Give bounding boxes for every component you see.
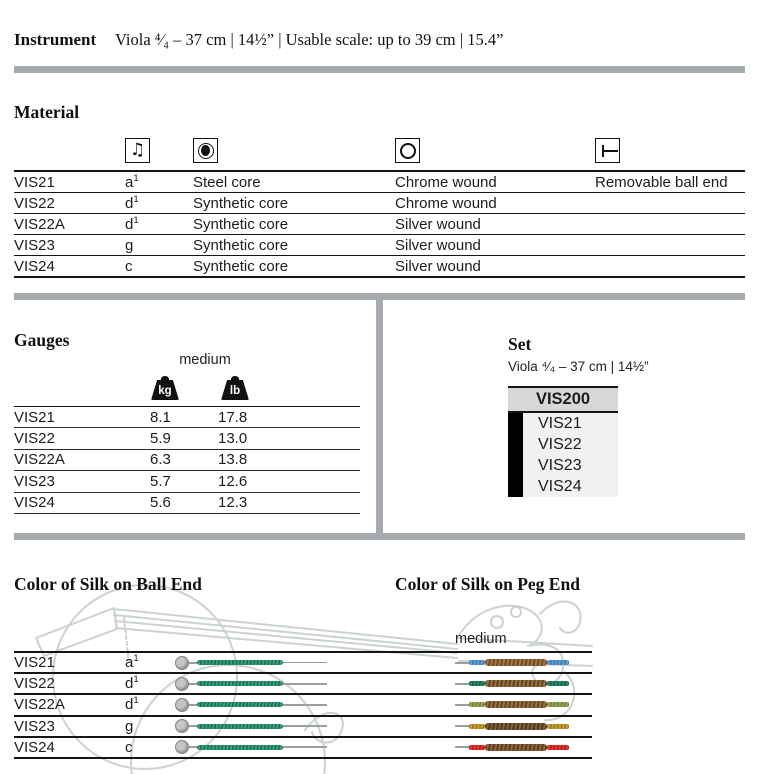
- string-code: VIS21: [14, 408, 55, 426]
- string-code: VIS21: [14, 654, 55, 672]
- table-row: [14, 172, 745, 193]
- note-name: $d^1$: [125, 193, 139, 212]
- kg-unit-label: kg: [158, 385, 172, 397]
- instrument-label: Instrument: [14, 30, 97, 49]
- table-row: [14, 450, 360, 471]
- material-column-icons: [14, 138, 745, 164]
- peg-silk-color: [469, 660, 485, 665]
- kg-value: 5.6: [150, 494, 171, 512]
- string-code: VIS23: [14, 236, 55, 254]
- table-row: [14, 715, 592, 736]
- table-row: [14, 493, 360, 514]
- ball-silk-color: [197, 702, 283, 707]
- table-row: [14, 256, 745, 278]
- musical-note-icon: [125, 138, 150, 163]
- peg-end-illustration: [455, 653, 569, 672]
- material-title: Material: [14, 102, 80, 122]
- set-code: VIS200: [508, 386, 618, 413]
- peg-silk-color: [469, 702, 485, 707]
- note-name: $d^1$: [125, 674, 139, 693]
- set-item: VIS22: [523, 434, 618, 455]
- lb-weight-icon: [221, 376, 249, 400]
- ball-icon: [175, 698, 189, 712]
- string-code: VIS22A: [14, 215, 65, 233]
- peg-end-illustration: [455, 674, 569, 693]
- peg-silk-color: [547, 681, 569, 686]
- kg-value: 6.3: [150, 451, 171, 469]
- peg-end-illustration: [455, 738, 569, 757]
- string-code: VIS24: [14, 494, 55, 512]
- winding-material: Silver wound: [395, 257, 481, 275]
- winding-material: Silver wound: [395, 236, 481, 254]
- ball-icon: [175, 677, 189, 691]
- ball-icon: [175, 740, 189, 754]
- ball-silk-color: [197, 681, 283, 686]
- kg-weight-icon: [151, 376, 179, 400]
- tension-label: medium: [455, 631, 507, 647]
- table-row: [14, 471, 360, 492]
- core-material: Steel core: [193, 173, 261, 191]
- note-name: c: [125, 257, 133, 275]
- kg-value: 8.1: [150, 408, 171, 426]
- table-row: [14, 193, 745, 214]
- note-name: g: [125, 717, 134, 735]
- peg-winding-color: [485, 701, 547, 708]
- ball-silk-color: [197, 745, 283, 750]
- tension-label: medium: [179, 352, 231, 368]
- divider-bar: [14, 66, 745, 73]
- peg-end-illustration: [455, 695, 569, 714]
- kg-value: 5.9: [150, 430, 171, 448]
- string-code: VIS24: [14, 738, 55, 756]
- note-glyph: ♫: [129, 140, 146, 160]
- ball-end-silk-title: Color of Silk on Ball End: [14, 574, 202, 594]
- peg-winding-color: [485, 723, 547, 730]
- string-code: VIS22: [14, 675, 55, 693]
- winding-material: Chrome wound: [395, 173, 497, 191]
- set-item: VIS23: [523, 455, 618, 476]
- set-item: VIS24: [523, 476, 618, 497]
- ball-icon: [175, 656, 189, 670]
- gauges-table: [14, 406, 360, 514]
- peg-silk-color: [469, 724, 485, 729]
- ball-end-note: Removable ball end: [595, 173, 728, 191]
- note-name: g: [125, 236, 134, 254]
- peg-end-illustration: [455, 717, 569, 736]
- gauges-title: Gauges: [14, 330, 70, 350]
- table-row: [14, 651, 592, 672]
- peg-silk-color: [469, 681, 485, 686]
- ball-icon: [175, 719, 189, 733]
- table-row: [14, 235, 745, 256]
- lb-value: 12.3: [218, 494, 248, 512]
- winding-material: Chrome wound: [395, 194, 497, 212]
- set-item: VIS21: [523, 413, 618, 434]
- lb-value: 13.0: [218, 430, 248, 448]
- peg-silk-color: [547, 745, 569, 750]
- string-code: VIS24: [14, 257, 55, 275]
- silk-color-table: [14, 651, 592, 759]
- string-code: VIS23: [14, 717, 55, 735]
- vertical-divider: [376, 300, 383, 533]
- core-material: Synthetic core: [193, 236, 289, 254]
- note-name: $d^1$: [125, 214, 139, 233]
- core-material: Synthetic core: [193, 215, 289, 233]
- kg-value: 5.7: [150, 472, 171, 490]
- peg-winding-color: [485, 744, 547, 751]
- string-code: VIS22: [14, 194, 55, 212]
- note-name: $a^1$: [125, 653, 139, 672]
- note-name: c: [125, 738, 133, 756]
- instrument-value: Viola ⁴⁄₄ – 37 cm | 14½” | Usable scale: up to 39 cm | 15.4”: [115, 30, 504, 49]
- peg-silk-color: [547, 660, 569, 665]
- ball-silk-color: [197, 660, 283, 665]
- divider-bar: [14, 533, 745, 540]
- material-table: [14, 170, 745, 278]
- string-code: VIS22: [14, 430, 55, 448]
- table-row: [14, 428, 360, 449]
- divider-bar: [14, 293, 745, 300]
- table-row: [14, 736, 592, 759]
- note-name: $a^1$: [125, 172, 139, 191]
- peg-silk-color: [547, 702, 569, 707]
- lb-unit-label: lb: [229, 385, 241, 397]
- peg-winding-color: [485, 659, 547, 666]
- string-code: VIS23: [14, 472, 55, 490]
- peg-end-silk-title: Color of Silk on Peg End: [395, 574, 580, 594]
- lb-value: 13.8: [218, 451, 248, 469]
- string-code: VIS22A: [14, 451, 65, 469]
- table-row: [14, 214, 745, 235]
- string-code: VIS21: [14, 173, 55, 191]
- winding-icon: [395, 138, 420, 163]
- ball-end-icon: [595, 138, 620, 163]
- peg-winding-color: [485, 680, 547, 687]
- set-title: Set: [508, 334, 532, 354]
- instrument-header: [14, 30, 745, 50]
- table-row: [14, 693, 592, 714]
- note-name: $d^1$: [125, 695, 139, 714]
- string-code: VIS22A: [14, 696, 65, 714]
- set-items: [508, 413, 618, 497]
- lb-value: 12.6: [218, 472, 248, 490]
- table-row: [14, 407, 360, 428]
- peg-silk-color: [469, 745, 485, 750]
- lb-value: 17.8: [218, 408, 248, 426]
- core-material: Synthetic core: [193, 194, 289, 212]
- set-table: [508, 386, 618, 497]
- ball-silk-color: [197, 724, 283, 729]
- peg-silk-color: [547, 724, 569, 729]
- winding-material: Silver wound: [395, 215, 481, 233]
- set-subtitle: Viola ⁴⁄₄ – 37 cm | 14½”: [508, 359, 649, 374]
- table-row: [14, 672, 592, 693]
- core-icon: [193, 138, 218, 163]
- core-material: Synthetic core: [193, 257, 289, 275]
